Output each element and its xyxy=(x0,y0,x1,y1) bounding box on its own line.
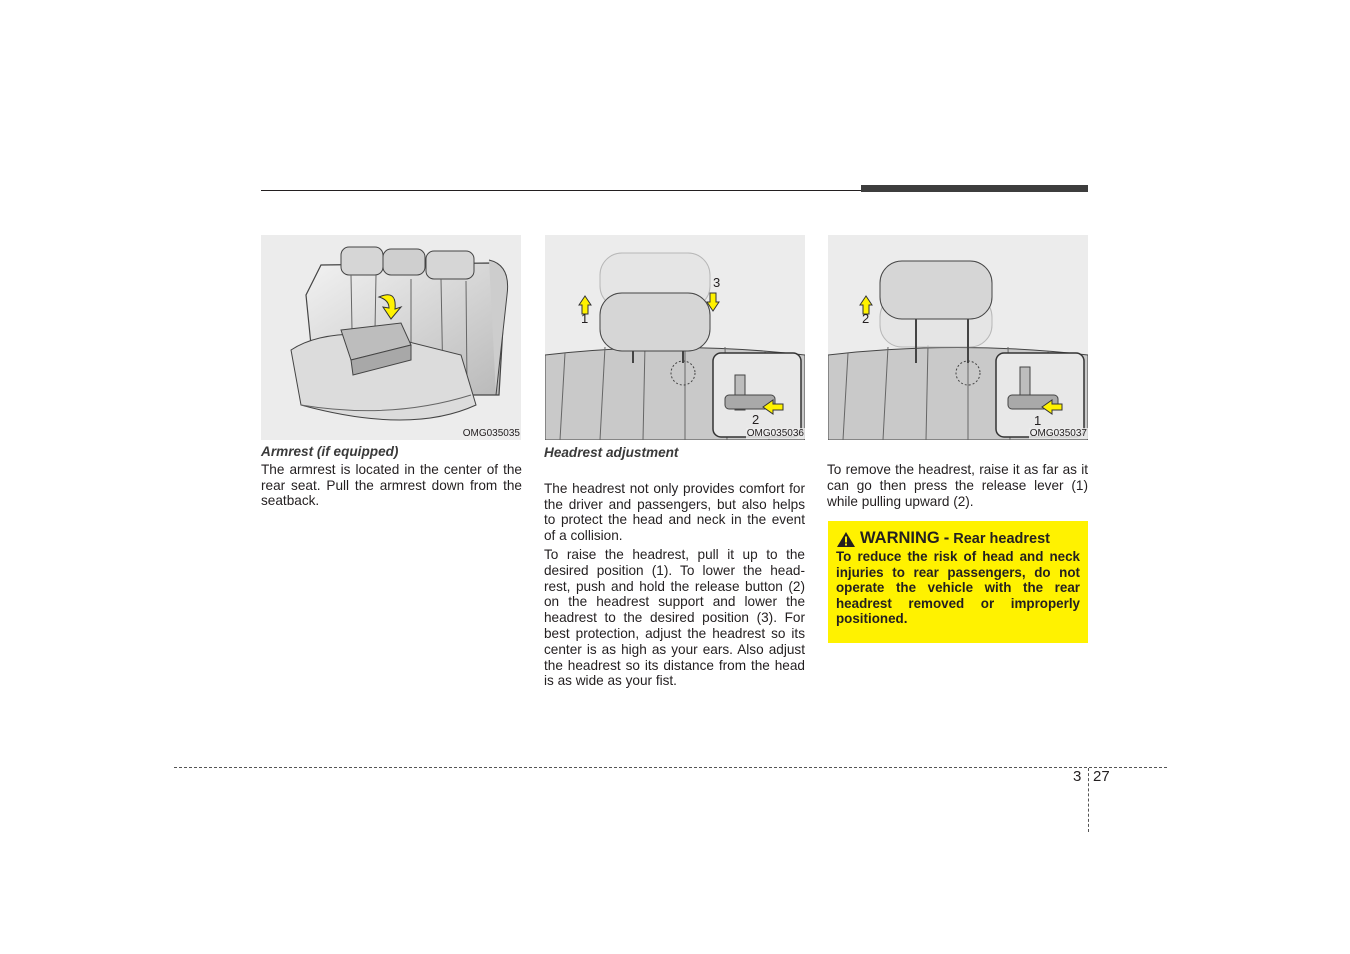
header-rule xyxy=(261,190,861,191)
rear-seat-armrest-drawing xyxy=(261,235,521,440)
label-3: 3 xyxy=(713,275,721,290)
headrest-remove-drawing xyxy=(828,235,1088,440)
figure-code: OMG035035 xyxy=(462,428,520,439)
figure-code: OMG035036 xyxy=(746,428,804,439)
headrest-removal-section xyxy=(827,462,1088,512)
label-1: 1 xyxy=(581,311,589,326)
label-2: 2 xyxy=(752,412,760,427)
paragraph: The armrest is located in the center of the rear seat. Pull the armrest down from the seatback. xyxy=(261,461,522,509)
footer-divider xyxy=(1088,768,1089,832)
header-section-bar xyxy=(861,185,1088,192)
warning-dash: - xyxy=(943,529,950,547)
armrest-illustration xyxy=(261,235,521,440)
section-heading: Armrest (if equipped) xyxy=(261,444,399,459)
paragraph: To remove the headrest, raise it as far as it can go then press the release lever (1) while pulling upward (2). xyxy=(827,462,1088,509)
warning-word: WARNING xyxy=(860,529,940,547)
paragraph: The headrest not only provides comfort for the driver and passengers, but also helps to protect the head and neck in the event of a collision. xyxy=(544,480,805,544)
label-1: 1 xyxy=(1034,413,1042,428)
warning-triangle-icon xyxy=(836,531,856,548)
warning-subject: Rear headrest xyxy=(953,531,1050,547)
warning-box xyxy=(828,521,1088,643)
label-2: 2 xyxy=(862,311,870,326)
warning-title xyxy=(836,529,1080,549)
page-number: 27 xyxy=(1093,768,1110,785)
footer-rule xyxy=(174,767,1167,768)
headrest-adjust-drawing xyxy=(545,235,805,440)
warning-body: To reduce the risk of head and neck injuries to rear passengers, do not operate the vehicle with the rear headrest removed or improperly positioned. xyxy=(836,549,1080,627)
headrest-adjustment-illustration xyxy=(545,235,805,440)
armrest-section xyxy=(261,444,522,512)
headrest-adjustment-section xyxy=(544,445,805,692)
headrest-removal-illustration xyxy=(828,235,1088,440)
figure-code: OMG035037 xyxy=(1029,428,1087,439)
chapter-number: 3 xyxy=(1073,768,1082,785)
section-heading: Headrest adjustment xyxy=(544,445,679,460)
paragraph: To raise the headrest, pull it up to the desired position (1). To lower the head-rest, push and hold the release button (2) on the headrest support and lower the headrest to the desired position (3). For best protection, adjust the headrest so its center is as high as your ears. Also adjust the headrest so its distance from the head is as wide as your fist. xyxy=(544,546,805,689)
